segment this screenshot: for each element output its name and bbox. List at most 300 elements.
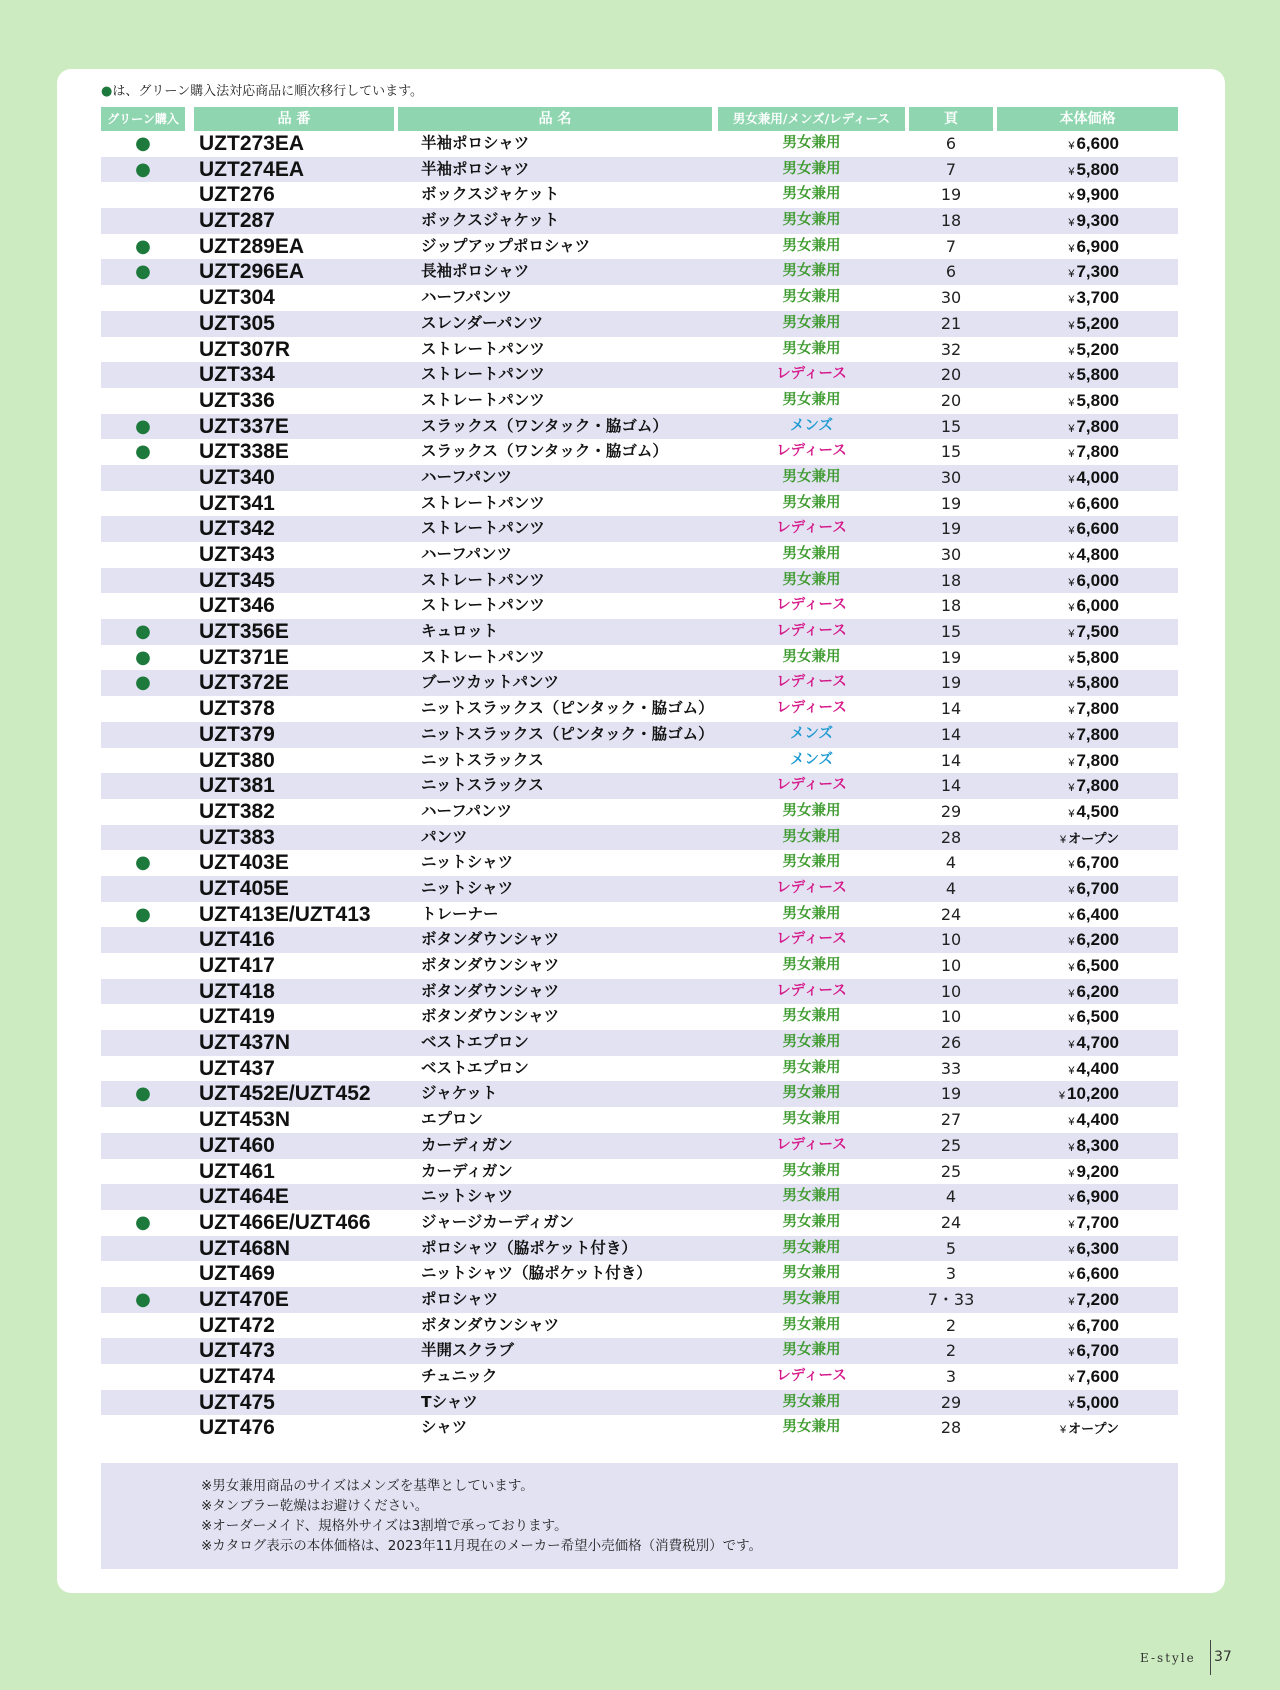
- price: [994, 1107, 1119, 1133]
- table-row: [101, 799, 1178, 825]
- price: [994, 773, 1119, 799]
- green-purchase-mark: [101, 542, 185, 568]
- green-purchase-mark: [101, 1415, 185, 1441]
- green-purchase-mark: [101, 311, 185, 337]
- product-code: UZT305: [199, 311, 275, 335]
- yen-symbol: ¥: [1068, 1347, 1075, 1360]
- green-purchase-mark: [101, 1030, 185, 1056]
- green-purchase-mark: [101, 696, 185, 722]
- green-purchase-mark: ●: [135, 441, 151, 463]
- table-row: [101, 157, 1178, 183]
- gender-label: 男女兼用: [782, 289, 841, 306]
- green-purchase-mark: [101, 1159, 185, 1185]
- page-ref: 28: [940, 827, 962, 847]
- price: [994, 491, 1119, 517]
- product-code: UZT464E: [199, 1185, 289, 1209]
- price: [994, 131, 1119, 157]
- price: [994, 234, 1119, 260]
- green-purchase-mark: [101, 1236, 185, 1262]
- table-body: [101, 131, 1178, 1441]
- yen-symbol: ¥: [1060, 1424, 1067, 1437]
- product-code: UZT382: [199, 799, 275, 823]
- yen-symbol: ¥: [1068, 705, 1075, 718]
- price-value: 5,800: [1076, 647, 1119, 667]
- product-code: UZT460: [199, 1133, 275, 1157]
- price: [994, 1210, 1119, 1236]
- price: [994, 927, 1119, 953]
- table-row: [101, 979, 1178, 1005]
- yen-symbol: ¥: [1068, 936, 1075, 949]
- green-purchase-mark: ●: [135, 646, 151, 668]
- price: [994, 1313, 1119, 1339]
- gender-label: レディース: [776, 700, 847, 717]
- product-code: UZT476: [199, 1416, 275, 1440]
- table-row: [101, 182, 1178, 208]
- page-ref: 14: [940, 750, 962, 770]
- price: [994, 1184, 1119, 1210]
- header-green-purchase: グリーン購入: [101, 107, 185, 131]
- table-row: [101, 825, 1178, 851]
- product-code: UZT418: [199, 979, 275, 1003]
- table-row: [101, 388, 1178, 414]
- product-code: UZT337E: [199, 414, 289, 438]
- gender-label: 男女兼用: [782, 1188, 841, 1205]
- page-ref: 10: [940, 930, 962, 950]
- table-row: [101, 1184, 1178, 1210]
- price-value: 6,300: [1076, 1238, 1119, 1258]
- table-header: [101, 107, 1178, 131]
- price: [994, 979, 1119, 1005]
- green-purchase-mark: [101, 1004, 185, 1030]
- green-purchase-mark: [101, 491, 185, 517]
- gender-label: 男女兼用: [782, 1290, 841, 1307]
- page-ref: 2: [945, 1315, 957, 1335]
- green-purchase-mark: [101, 516, 185, 542]
- yen-symbol: ¥: [1068, 499, 1075, 512]
- yen-symbol: ¥: [1068, 268, 1075, 281]
- table-row: [101, 722, 1178, 748]
- gender-label: 男女兼用: [782, 1393, 841, 1410]
- yen-symbol: ¥: [1068, 679, 1075, 692]
- table-row: [101, 234, 1178, 260]
- gender-label: 男女兼用: [782, 905, 841, 922]
- price-value: 6,200: [1076, 981, 1119, 1001]
- gender-label: 男女兼用: [782, 1265, 841, 1282]
- yen-symbol: ¥: [1068, 910, 1075, 923]
- price-value: 6,000: [1076, 570, 1119, 590]
- product-name: ジャージカーディガン: [421, 1212, 575, 1231]
- price-value: 6,600: [1076, 134, 1119, 153]
- product-code: UZT475: [199, 1390, 275, 1414]
- product-code: UZT419: [199, 1005, 275, 1029]
- price: [994, 1415, 1119, 1441]
- footnote: ※オーダーメイド、規格外サイズは3割増で承っております。: [201, 1518, 568, 1534]
- table-row: [101, 902, 1178, 928]
- gender-label: 男女兼用: [782, 648, 841, 665]
- product-name: ニットスラックス: [421, 776, 544, 795]
- price-value: 5,800: [1076, 365, 1119, 385]
- yen-symbol: ¥: [1068, 602, 1075, 615]
- product-name: ストレートパンツ: [421, 596, 545, 615]
- price: [994, 722, 1119, 748]
- table-row: [101, 619, 1178, 645]
- page-ref: 19: [940, 185, 962, 205]
- table-row: [101, 748, 1178, 774]
- footnote: ※カタログ表示の本体価格は、2023年11月現在のメーカー希望小売価格（消費税別）です。: [201, 1538, 762, 1554]
- yen-symbol: ¥: [1068, 859, 1075, 872]
- price-value: 5,800: [1076, 390, 1119, 410]
- price: [994, 208, 1119, 234]
- page-number: 37: [1214, 1649, 1232, 1665]
- yen-symbol: ¥: [1060, 833, 1067, 846]
- gender-label: 男女兼用: [782, 1111, 841, 1128]
- green-purchase-note-text: は、グリーン購入法対応商品に順次移行しています。: [112, 84, 424, 99]
- table-row: [101, 1390, 1178, 1416]
- table-row: [101, 593, 1178, 619]
- product-code: UZT338E: [199, 440, 289, 464]
- yen-symbol: ¥: [1068, 1039, 1075, 1052]
- table-row: [101, 876, 1178, 902]
- price: [994, 619, 1119, 645]
- table-row: [101, 208, 1178, 234]
- price-value: 6,500: [1076, 1007, 1119, 1027]
- price: [994, 414, 1119, 440]
- table-row: [101, 1338, 1178, 1364]
- green-purchase-note: [101, 80, 423, 99]
- page-ref: 7・33: [927, 1289, 975, 1309]
- product-name: ニットスラックス（ピンタック・脇ゴム）: [421, 724, 714, 743]
- price: [994, 465, 1119, 491]
- price: [994, 157, 1119, 183]
- price: [994, 953, 1119, 979]
- price-value: 4,700: [1076, 1033, 1119, 1053]
- green-purchase-mark: ●: [135, 415, 151, 437]
- gender-label: レディース: [776, 777, 847, 794]
- price-value: 9,900: [1076, 185, 1119, 205]
- gender-label: レディース: [776, 879, 847, 896]
- page-ref: 28: [940, 1418, 962, 1438]
- price-value: 6,700: [1076, 878, 1119, 898]
- green-purchase-mark: [101, 1056, 185, 1082]
- product-name: ストレートパンツ: [421, 339, 545, 358]
- product-code: UZT371E: [199, 645, 289, 669]
- page-ref: 4: [945, 853, 957, 873]
- green-purchase-mark: [101, 1261, 185, 1287]
- green-purchase-mark: ●: [135, 1211, 151, 1233]
- product-name: ボタンダウンシャツ: [421, 981, 560, 1000]
- product-name: ストレートパンツ: [421, 519, 545, 538]
- table-row: [101, 1364, 1178, 1390]
- gender-label: 男女兼用: [782, 1419, 841, 1436]
- product-code: UZT453N: [199, 1108, 291, 1132]
- yen-symbol: ¥: [1068, 396, 1075, 409]
- gender-label: 男女兼用: [782, 1213, 841, 1230]
- product-name: スラックス（ワンタック・脇ゴム）: [421, 442, 668, 461]
- gender-label: 男女兼用: [782, 494, 841, 511]
- header-product-code: 品 番: [194, 107, 394, 131]
- gender-label: 男女兼用: [782, 1008, 841, 1025]
- price: [994, 1364, 1119, 1390]
- price-value: 4,400: [1076, 1058, 1119, 1078]
- yen-symbol: ¥: [1068, 1244, 1075, 1257]
- gender-label: レディース: [776, 674, 847, 691]
- page-ref: 19: [940, 1084, 962, 1104]
- product-name: ボタンダウンシャツ: [421, 956, 560, 974]
- product-code: UZT307R: [199, 337, 291, 361]
- price: [994, 1159, 1119, 1185]
- page-ref: 18: [940, 596, 962, 616]
- header-page: 頁: [909, 107, 993, 131]
- price-value: 4,400: [1076, 1110, 1119, 1130]
- yen-symbol: ¥: [1068, 1167, 1075, 1180]
- price-value: 6,700: [1076, 1315, 1119, 1335]
- price: [994, 825, 1119, 851]
- yen-symbol: ¥: [1068, 1064, 1075, 1077]
- table-row: [101, 568, 1178, 594]
- gender-label: 男女兼用: [782, 854, 841, 871]
- product-name: 長袖ポロシャツ: [421, 262, 530, 281]
- price-value: 4,800: [1076, 545, 1119, 564]
- price: [994, 1390, 1119, 1416]
- product-code: UZT378: [199, 697, 275, 721]
- green-purchase-mark: [101, 1390, 185, 1416]
- yen-symbol: ¥: [1068, 551, 1075, 563]
- gender-label: 男女兼用: [782, 391, 841, 408]
- price: [994, 439, 1119, 465]
- price: [994, 311, 1119, 337]
- green-purchase-mark: [101, 825, 185, 851]
- product-name: ポロシャツ（脇ポケット付き）: [421, 1238, 637, 1257]
- table-row: [101, 1159, 1178, 1185]
- table-row: [101, 414, 1178, 440]
- gender-label: 男女兼用: [782, 571, 841, 588]
- yen-symbol: ¥: [1068, 448, 1075, 461]
- gender-label: 男女兼用: [782, 1162, 841, 1179]
- gender-label: 男女兼用: [782, 1085, 841, 1102]
- price: [994, 645, 1119, 671]
- table-row: [101, 850, 1178, 876]
- green-purchase-mark: [101, 953, 185, 979]
- brand-name: E-style: [1140, 1651, 1196, 1665]
- product-name: 半袖ポロシャツ: [421, 159, 530, 178]
- page-ref: 15: [940, 442, 962, 462]
- table-row: [101, 1056, 1178, 1082]
- yen-symbol: ¥: [1068, 576, 1075, 589]
- product-name: スラックス（ワンタック・脇ゴム）: [421, 416, 668, 435]
- yen-symbol: ¥: [1068, 653, 1075, 666]
- product-code: UZT343: [199, 543, 275, 566]
- gender-label: レディース: [776, 443, 847, 460]
- green-purchase-mark: [101, 1133, 185, 1159]
- product-name: ジャケット: [421, 1084, 498, 1103]
- table-row: [101, 311, 1178, 337]
- product-name: ストレートパンツ: [421, 390, 545, 409]
- yen-symbol: ¥: [1068, 1398, 1075, 1411]
- table-row: [101, 773, 1178, 799]
- product-code: UZT468N: [199, 1236, 291, 1260]
- product-name: ニットシャツ: [421, 878, 514, 897]
- gender-label: 男女兼用: [782, 828, 841, 845]
- yen-symbol: ¥: [1068, 217, 1075, 230]
- yen-symbol: ¥: [1068, 345, 1075, 358]
- gender-label: 男女兼用: [782, 340, 841, 357]
- product-name: ブーツカットパンツ: [421, 673, 559, 692]
- footer-divider: [1210, 1640, 1211, 1675]
- green-purchase-mark: ●: [135, 158, 151, 180]
- product-name: ストレートパンツ: [421, 493, 545, 512]
- product-name: ボックスジャケット: [421, 185, 560, 204]
- yen-symbol: ¥: [1068, 140, 1075, 152]
- green-purchase-mark: [101, 285, 185, 311]
- price: [994, 850, 1119, 876]
- product-code: UZT470E: [199, 1287, 289, 1311]
- gender-label: レディース: [776, 1368, 847, 1384]
- page-ref: 20: [940, 365, 962, 385]
- price-value: 6,600: [1076, 493, 1119, 513]
- green-purchase-mark: [101, 722, 185, 748]
- gender-label: 男女兼用: [782, 546, 841, 562]
- product-name: ストレートパンツ: [421, 570, 545, 589]
- green-purchase-mark: ●: [135, 621, 151, 643]
- gender-label: 男女兼用: [782, 802, 841, 819]
- product-code: UZT336: [199, 388, 275, 412]
- price: [994, 1004, 1119, 1030]
- page-ref: 3: [945, 1264, 957, 1284]
- page-ref: 25: [940, 1135, 962, 1155]
- table-row: [101, 927, 1178, 953]
- product-code: UZT345: [199, 568, 275, 592]
- green-purchase-mark: [101, 208, 185, 234]
- product-name: 半開スクラブ: [421, 1341, 515, 1360]
- price-value: 8,300: [1076, 1135, 1119, 1155]
- price-value: 9,200: [1076, 1161, 1119, 1181]
- product-name: ニットシャツ: [421, 853, 514, 872]
- table-row: [101, 439, 1178, 465]
- page-ref: 10: [940, 981, 962, 1001]
- page-ref: 19: [940, 493, 962, 513]
- product-name: Tシャツ: [421, 1392, 478, 1411]
- green-purchase-mark: [101, 568, 185, 594]
- product-code: UZT334: [199, 363, 275, 387]
- green-purchase-mark: [101, 1107, 185, 1133]
- footnote: ※男女兼用商品のサイズはメンズを基準としています。: [201, 1478, 534, 1494]
- yen-symbol: ¥: [1058, 1090, 1065, 1103]
- green-dot-icon: ●: [101, 84, 113, 99]
- product-name: キュロット: [421, 622, 499, 641]
- page-ref: 33: [940, 1058, 962, 1078]
- product-code: UZT473: [199, 1339, 275, 1363]
- yen-symbol: ¥: [1068, 1321, 1075, 1334]
- gender-label: レディース: [776, 520, 847, 537]
- price-value: 10,200: [1067, 1084, 1119, 1104]
- green-purchase-mark: [101, 1364, 185, 1390]
- page-ref: 6: [945, 134, 957, 153]
- yen-symbol: ¥: [1068, 782, 1075, 795]
- header-gender: 男女兼用/メンズ/レディース: [718, 107, 905, 131]
- product-code: UZT474: [199, 1365, 275, 1388]
- product-name: トレーナー: [421, 904, 499, 923]
- product-code: UZT452E/UZT452: [199, 1082, 371, 1106]
- gender-label: レディース: [776, 623, 847, 640]
- page-ref: 26: [940, 1033, 962, 1053]
- page-ref: 18: [940, 570, 962, 590]
- yen-symbol: ¥: [1068, 730, 1075, 743]
- price-value: 5,000: [1076, 1392, 1119, 1412]
- yen-symbol: ¥: [1068, 1373, 1075, 1385]
- page-ref: 7: [945, 159, 957, 179]
- product-code: UZT469: [199, 1262, 275, 1286]
- product-name: ストレートパンツ: [421, 365, 545, 384]
- product-name: ストレートパンツ: [421, 647, 545, 666]
- gender-label: レディース: [776, 1136, 847, 1153]
- yen-symbol: ¥: [1068, 191, 1075, 204]
- page-ref: 5: [945, 1238, 957, 1258]
- price: [994, 1030, 1119, 1056]
- table-row: [101, 696, 1178, 722]
- table-row: [101, 645, 1178, 671]
- gender-label: 男女兼用: [782, 1342, 841, 1359]
- product-name: カーディガン: [421, 1161, 513, 1180]
- price: [994, 1133, 1119, 1159]
- green-purchase-mark: ●: [135, 133, 151, 154]
- yen-symbol: ¥: [1068, 473, 1075, 486]
- green-purchase-mark: [101, 182, 185, 208]
- product-code: UZT405E: [199, 876, 289, 900]
- table-row: [101, 337, 1178, 363]
- green-purchase-mark: [101, 773, 185, 799]
- product-code: UZT342: [199, 517, 275, 541]
- page-ref: 2: [945, 1341, 957, 1361]
- gender-label: レディース: [776, 366, 847, 383]
- product-code: UZT461: [199, 1159, 275, 1183]
- price-value: 7,800: [1076, 416, 1119, 436]
- product-name: エプロン: [421, 1110, 484, 1129]
- table-row: [101, 285, 1178, 311]
- yen-symbol: ¥: [1068, 962, 1075, 974]
- product-code: UZT379: [199, 722, 275, 746]
- yen-symbol: ¥: [1068, 1193, 1075, 1206]
- green-purchase-mark: ●: [135, 261, 151, 283]
- page-ref: 29: [940, 801, 962, 821]
- price-value: 7,800: [1076, 699, 1119, 719]
- table-row: [101, 1210, 1178, 1236]
- product-code: UZT437N: [199, 1031, 291, 1055]
- product-name: ボタンダウンシャツ: [421, 1007, 560, 1026]
- product-name: スレンダーパンツ: [421, 313, 544, 332]
- product-name: カーディガン: [421, 1135, 513, 1154]
- page-ref: 14: [940, 699, 962, 719]
- page-ref: 4: [945, 878, 957, 898]
- green-purchase-mark: [101, 1313, 185, 1339]
- table-row: [101, 1287, 1178, 1313]
- table-row: [101, 542, 1178, 568]
- price-value: 7,700: [1076, 1212, 1119, 1232]
- product-name: ベストエプロン: [421, 1058, 529, 1077]
- price: [994, 259, 1119, 285]
- product-code: UZT356E: [199, 620, 289, 644]
- product-name: ボタンダウンシャツ: [421, 1315, 560, 1334]
- gender-label: 男女兼用: [782, 957, 841, 973]
- product-code: UZT381: [199, 774, 275, 798]
- product-code: UZT416: [199, 928, 275, 952]
- gender-label: メンズ: [789, 725, 834, 742]
- gender-label: 男女兼用: [782, 160, 841, 177]
- product-name: ニットシャツ（脇ポケット付き）: [421, 1264, 652, 1283]
- yen-symbol: ¥: [1068, 1270, 1075, 1283]
- price-value: 3,700: [1076, 288, 1119, 308]
- product-name: 半袖ポロシャツ: [421, 134, 530, 152]
- product-code: UZT341: [199, 491, 275, 515]
